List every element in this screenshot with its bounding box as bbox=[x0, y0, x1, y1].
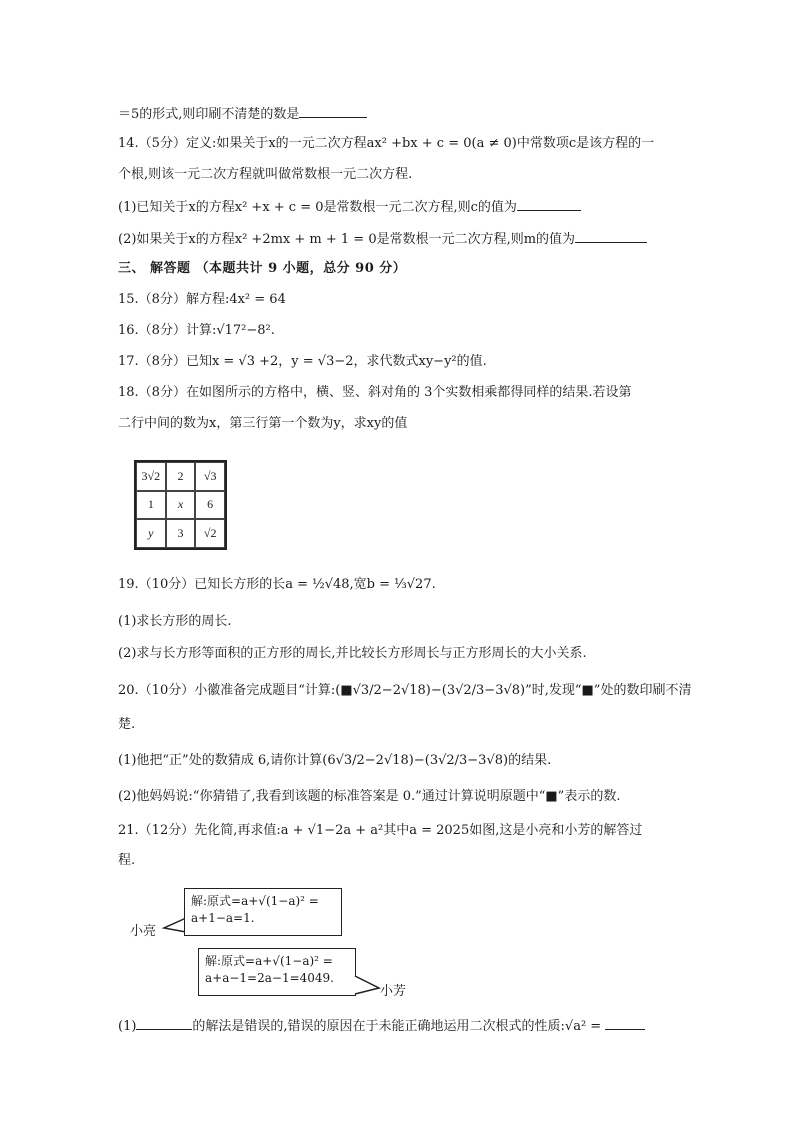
q21-part1-text: 的解法是错误的,错误的原因在于未能正确地运用二次根式的性质:√a² = bbox=[192, 1019, 602, 1034]
q20: 20.（10分）小徽准备完成题目“计算:(■√3/2−2√18)−(3√2/3−3√8)”时,发现“■”处的数印刷不清 bbox=[118, 683, 692, 698]
q14-part1-text: (1)已知关于x的方程x² +x + c = 0是常数根一元二次方程,则c的值为 bbox=[118, 200, 517, 215]
answer-blank bbox=[517, 197, 581, 211]
grid-cell: 3√2 bbox=[136, 462, 166, 491]
q13-tail bbox=[118, 104, 367, 124]
q19-part1: (1)求长方形的周长. bbox=[118, 614, 232, 629]
q18-cont: 二行中间的数为x，第三行第一个数为y，求xy的值 bbox=[118, 416, 408, 431]
grid-cell: √3 bbox=[195, 462, 225, 491]
q18: 18.（8分）在如图所示的方格中，横、竖、斜对角的 3个实数相乘都得同样的结果.若设第 bbox=[118, 385, 632, 400]
q16: 16.（8分）计算:√17²−8². bbox=[118, 323, 275, 338]
q21-part1 bbox=[118, 1016, 645, 1036]
speaker-xiaofang: 小芳 bbox=[380, 984, 407, 999]
xiaoliang-line1: 解:原式=a+√(1−a)² = bbox=[191, 894, 319, 908]
grid-cell: 1 bbox=[136, 491, 166, 520]
xiaofang-line2: a+a−1=2a−1=4049. bbox=[205, 971, 334, 985]
q14-stem-cont: 个根,则该一元二次方程就叫做常数根一元二次方程. bbox=[118, 167, 413, 182]
q17: 17.（8分）已知x = √3 +2，y = √3−2，求代数式xy−y²的值. bbox=[118, 354, 487, 369]
q20-cont: 楚. bbox=[118, 717, 136, 732]
q20-part2: (2)他妈妈说:“你猜错了,我看到该题的标准答案是 0.”通过计算说明原题中“■”表示的数. bbox=[118, 789, 621, 804]
xiaofang-line1: 解:原式=a+√(1−a)² = bbox=[205, 954, 333, 968]
grid-cell: x bbox=[166, 491, 196, 520]
section-heading: 三、 解答题 （本题共计 9 小题，总分 90 分） bbox=[118, 261, 407, 276]
q19-part2: (2)求与长方形等面积的正方形的周长,并比较长方形周长与正方形周长的大小关系. bbox=[118, 646, 587, 661]
xiaoliang-solution-bubble bbox=[184, 888, 342, 936]
bubble-tail bbox=[164, 918, 184, 938]
bubble-tail bbox=[355, 972, 379, 992]
number-grid bbox=[134, 460, 227, 550]
grid-cell: y bbox=[136, 519, 166, 548]
answer-blank bbox=[575, 229, 647, 243]
q14-part1 bbox=[118, 197, 581, 217]
q20-part1: (1)他把“正”处的数猜成 6,请你计算(6√3/2−2√18)−(3√2/3−3√8)的结果. bbox=[118, 753, 552, 768]
xiaofang-solution-bubble bbox=[198, 948, 356, 996]
q14-stem: 14.（5分）定义:如果关于x的一元二次方程ax² +bx + c = 0(a ≠ 0)中常数项c是该方程的一 bbox=[118, 136, 655, 151]
answer-blank bbox=[605, 1016, 645, 1030]
grid-cell: √2 bbox=[195, 519, 225, 548]
grid-cell: 3 bbox=[166, 519, 196, 548]
q14-part2-text: (2)如果关于x的方程x² +2mx + m + 1 = 0是常数根一元二次方程,则m的值为 bbox=[118, 232, 576, 247]
q21: 21.（12分）先化简,再求值:a + √1−2a + a²其中a = 2025如图,这是小亮和小芳的解答过 bbox=[118, 823, 643, 838]
q21-part1-label: (1) bbox=[118, 1019, 137, 1034]
q15: 15.（8分）解方程:4x² = 64 bbox=[118, 292, 286, 307]
answer-blank bbox=[136, 1016, 192, 1030]
q13-tail-text: ＝5的形式,则印刷不清楚的数是 bbox=[118, 107, 300, 122]
grid-cell: 2 bbox=[166, 462, 196, 491]
speaker-xiaoliang: 小亮 bbox=[130, 924, 157, 939]
q14-part2 bbox=[118, 229, 647, 249]
q21-cont: 程. bbox=[118, 853, 136, 868]
grid-cell: 6 bbox=[195, 491, 225, 520]
xiaoliang-line2: a+1−a=1. bbox=[191, 911, 255, 925]
answer-blank bbox=[299, 104, 367, 118]
q19: 19.（10分）已知长方形的长a = ½√48,宽b = ⅓√27. bbox=[118, 577, 436, 592]
